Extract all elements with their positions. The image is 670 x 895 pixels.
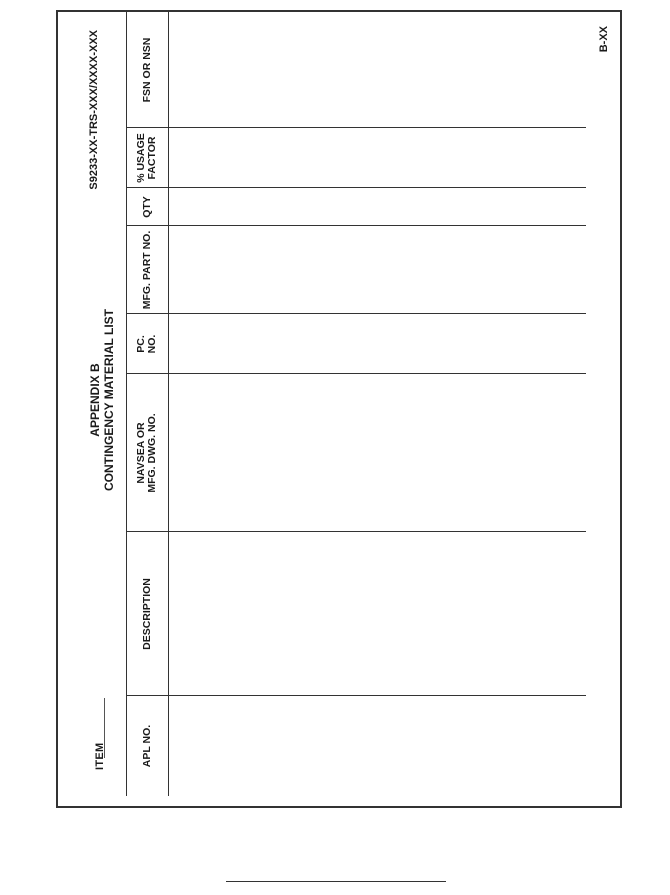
header-usage-factor: % USAGE FACTOR <box>135 133 158 183</box>
page-frame <box>56 10 622 808</box>
header-apl-no: APL NO. <box>140 724 153 768</box>
header-navsea-dwg-no: NAVSEA OR MFG. DWG. NO. <box>135 413 158 493</box>
header-pc-no: PC. NO. <box>135 334 158 354</box>
column-divider <box>126 695 586 696</box>
footer-rule <box>226 881 446 882</box>
column-divider <box>126 373 586 374</box>
rotated-form-content <box>58 12 624 810</box>
item-label: ITEM <box>94 742 106 770</box>
appendix-title: APPENDIX B <box>88 363 102 437</box>
list-title: CONTINGENCY MATERIAL LIST <box>102 309 116 492</box>
page-number: B-XX <box>598 26 610 53</box>
header-description: DESCRIPTION <box>140 578 153 650</box>
item-fill-line <box>104 698 105 758</box>
column-divider <box>126 127 586 128</box>
header-qty: QTY <box>140 196 153 218</box>
column-divider <box>126 313 586 314</box>
header-fsn-nsn: FSN OR NSN <box>140 37 153 103</box>
column-divider <box>126 225 586 226</box>
title-block <box>88 260 116 540</box>
column-divider <box>126 531 586 532</box>
column-divider <box>126 187 586 188</box>
header-mfg-part-no: MFG. PART NO. <box>140 230 153 310</box>
header-bottom-rule <box>168 12 169 796</box>
document-number: S9233-XX-TRS-XXX/XXXX-XXX <box>88 30 100 190</box>
